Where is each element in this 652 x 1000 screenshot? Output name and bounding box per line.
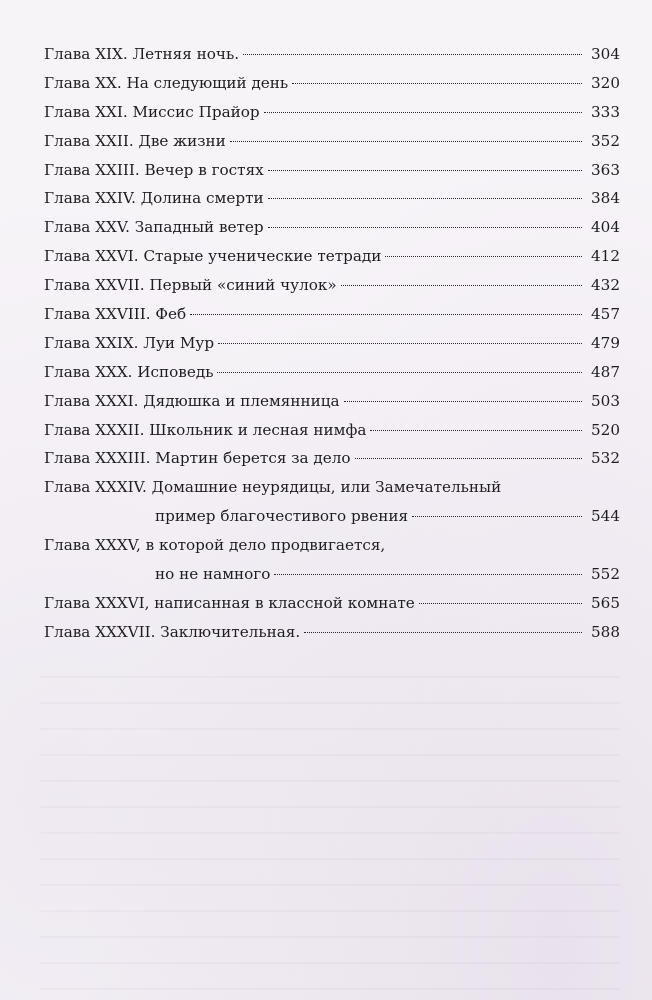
page-number: 565 (591, 593, 620, 612)
dot-leader (344, 401, 582, 402)
dot-leader (190, 314, 582, 315)
page-number: 412 (591, 247, 620, 266)
dot-leader (268, 198, 582, 199)
dot-leader (304, 632, 582, 633)
page-number: 333 (591, 102, 620, 121)
page-number: 404 (591, 218, 620, 237)
chapter-title-line2: но не намного (155, 565, 271, 584)
chapter-title: Глава XIX. Летняя ночь. (44, 45, 240, 63)
chapter-title-continuation (44, 502, 620, 531)
page-number: 503 (591, 391, 620, 410)
dot-leader (370, 430, 582, 431)
chapter-title: Глава XXX. Исповедь (44, 362, 214, 381)
chapter-title: Глава XXXVII. Заключительная. (44, 622, 301, 641)
chapter-title: Глава XXXIII. Мартин берется за дело (44, 449, 351, 468)
chapter-title: Глава XXI. Миссис Прайор (44, 102, 260, 121)
toc-entry (44, 156, 620, 185)
page-number: 352 (591, 131, 620, 150)
page-number: 457 (591, 305, 620, 324)
page-number: 487 (591, 362, 620, 381)
page-number: 552 (591, 565, 620, 584)
toc-entry (44, 618, 620, 647)
page-number: 320 (591, 73, 620, 92)
chapter-title: Глава XXIII. Вечер в гостях (44, 160, 264, 179)
toc-entry (44, 40, 620, 69)
dot-leader (268, 227, 582, 228)
toc-entry (44, 127, 620, 156)
chapter-title-line1: Глава XXXIV. Домашние неурядицы, или Замечательный (44, 478, 502, 497)
bleed-through-background (40, 660, 620, 990)
chapter-title: Глава XXXII. Школьник и лесная нимфа (44, 420, 367, 439)
chapter-title: Глава XXXVI, написанная в классной комнате (44, 593, 415, 612)
dot-leader (341, 285, 582, 286)
page-number: 479 (591, 333, 620, 352)
page-number: 432 (591, 276, 620, 295)
chapter-title: Глава XXII. Две жизни (44, 131, 226, 150)
toc-entry (44, 69, 620, 98)
toc-entry (44, 271, 620, 300)
toc-entry (44, 242, 620, 271)
page-number: 544 (591, 507, 620, 526)
dot-leader (217, 372, 582, 373)
dot-leader (385, 256, 582, 257)
page-number: 520 (591, 420, 620, 439)
toc-entry (44, 329, 620, 358)
chapter-title-continuation (44, 560, 620, 589)
toc-entry (44, 213, 620, 242)
toc-entry-multiline (44, 531, 620, 589)
dot-leader (243, 54, 582, 55)
toc-entry (44, 444, 620, 473)
toc-entry (44, 387, 620, 416)
dot-leader (292, 83, 582, 84)
chapter-title: Глава XXIV. Долина смерти (44, 189, 264, 208)
chapter-title: Глава XX. На следующий день (44, 73, 289, 92)
dot-leader (412, 516, 582, 517)
dot-leader (218, 343, 582, 344)
dot-leader (274, 574, 582, 575)
page-number: 384 (591, 189, 620, 208)
dot-leader (230, 141, 582, 142)
chapter-title: Глава XXXI. Дядюшка и племянница (44, 391, 340, 410)
page-number: 588 (591, 622, 620, 641)
chapter-title-line2: пример благочестивого рвения (155, 507, 409, 526)
toc-entry-multiline (44, 473, 620, 531)
page-number: 363 (591, 160, 620, 179)
toc-entry (44, 358, 620, 387)
chapter-title: Глава XXVIII. Феб (44, 305, 187, 324)
table-of-contents (44, 40, 620, 647)
toc-entry (44, 416, 620, 445)
page-number: 532 (591, 449, 620, 468)
toc-entry (44, 300, 620, 329)
chapter-title: Глава XXVI. Старые ученические тетради (44, 247, 382, 266)
dot-leader (264, 112, 582, 113)
chapter-title-line1: Глава XXXV, в которой дело продвигается, (44, 536, 386, 555)
chapter-title: Глава XXVII. Первый «синий чулок» (44, 276, 337, 295)
chapter-title: Глава XXIX. Луи Мур (44, 333, 215, 352)
toc-entry (44, 98, 620, 127)
dot-leader (268, 170, 582, 171)
dot-leader (419, 603, 582, 604)
toc-entry (44, 589, 620, 618)
chapter-title: Глава XXV. Западный ветер (44, 218, 264, 237)
toc-entry (44, 184, 620, 213)
dot-leader (355, 458, 582, 459)
page-number: 304 (591, 45, 620, 63)
